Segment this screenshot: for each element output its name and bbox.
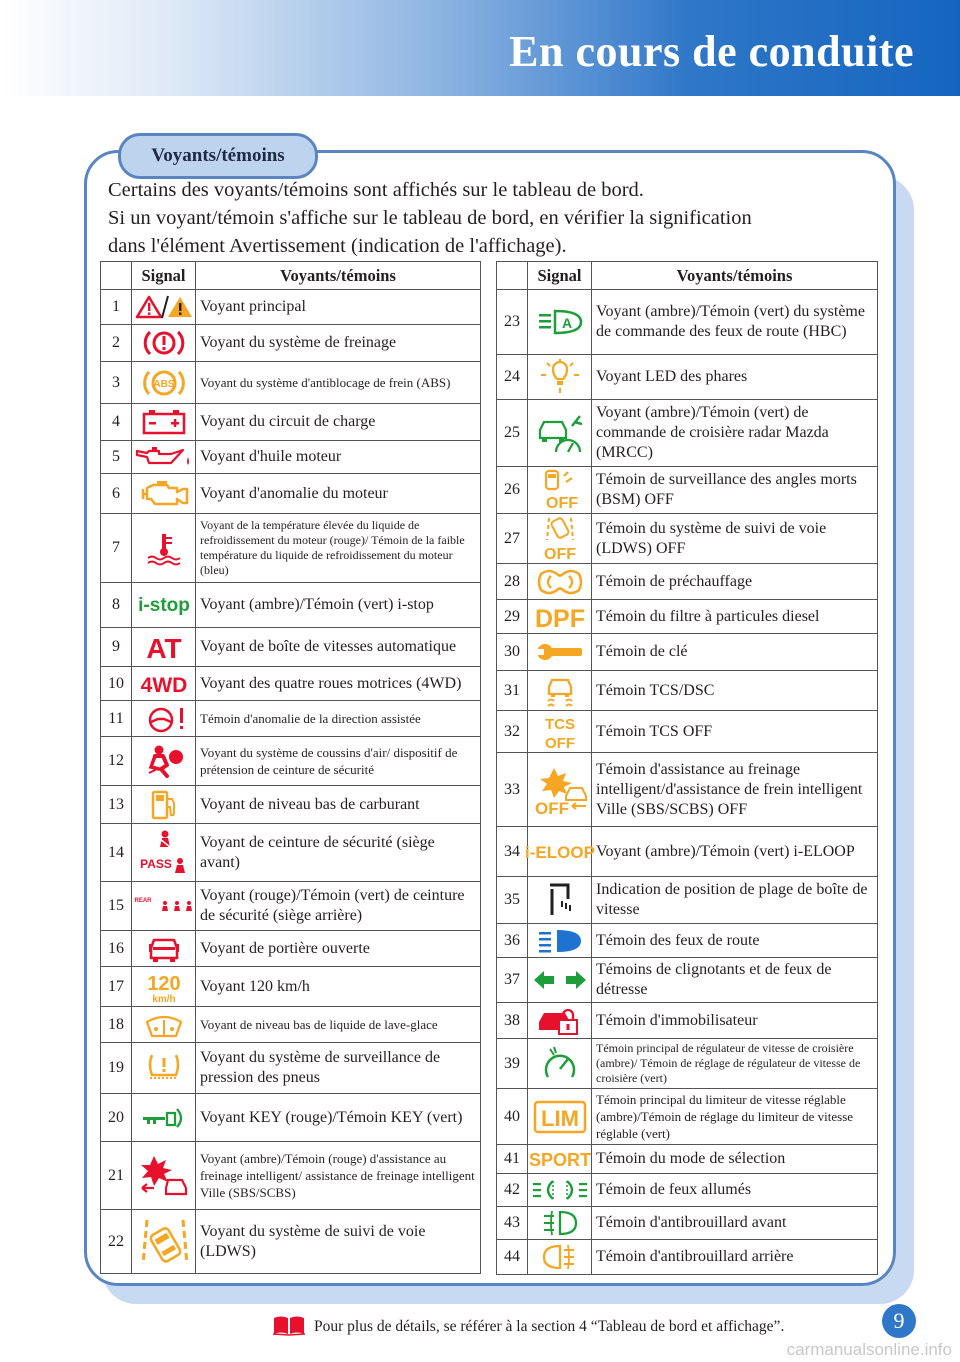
table-row: 35 Indication de position de plage de boîte de vitesse	[497, 877, 878, 924]
footer-text: Pour plus de détails, se référer à la section 4 “Tableau de bord et affichage”.	[314, 1318, 785, 1336]
table-row: 36 Témoin des feux de route	[497, 924, 878, 958]
col-num	[497, 262, 528, 290]
page-number: 9	[882, 1304, 916, 1338]
immobilizer-icon	[528, 1006, 591, 1036]
row-label: Témoin du mode de sélection	[592, 1145, 878, 1174]
row-label: Voyant du système de freinage	[196, 325, 481, 362]
row-label: Voyant (ambre)/Témoin (vert) du système de commande des feux de route (HBC)	[592, 290, 878, 355]
shift-position-icon	[528, 881, 591, 919]
table-row: 25 Voyant (ambre)/Témoin (vert) de commande de croisière radar Mazda (MRCC)	[497, 400, 878, 467]
row-label: Témoin d'antibrouillard avant	[592, 1207, 878, 1240]
table-row: 15 REAR Voyant (rouge)/Témoin (vert) de ceinture de sécurité (siège arrière)	[101, 882, 481, 931]
table-row: 24 Voyant LED des phares	[497, 355, 878, 400]
row-label: Témoin des feux de route	[592, 924, 878, 958]
four-wheel-drive-icon	[132, 672, 195, 696]
smart-brake-warning-icon	[132, 1154, 195, 1198]
row-label: Indication de position de plage de boîte de vitesse	[592, 877, 878, 924]
table-row: 1 Voyant principal	[101, 290, 481, 325]
table-row: 42 Témoin de feux allumés	[497, 1174, 878, 1207]
table-row: 43 Témoin d'antibrouillard avant	[497, 1207, 878, 1240]
svg-text:ABS: ABS	[152, 378, 175, 390]
table-row: 40 LIM Témoin principal du limiteur de vitesse réglable (ambre)/Témoin de réglage du limiteur de vitesse réglable (vert)	[497, 1089, 878, 1145]
intro-line: dans l'élément Avertissement (indication de l'affichage).	[108, 235, 567, 257]
row-label: Voyant du système de surveillance de pression des pneus	[196, 1043, 481, 1094]
row-label: Voyant (ambre)/Témoin (rouge) d'assistance au freinage intelligent/ assistance de freinage intelligent Ville (SBS/SCBS)	[196, 1142, 481, 1210]
signal-table-right	[496, 261, 878, 1275]
col-signal: Signal	[132, 262, 196, 290]
table-row: 31 Témoin TCS/DSC	[497, 671, 878, 711]
row-label: Voyant de niveau bas de liquide de lave-glace	[196, 1007, 481, 1043]
table-row: 20 Voyant KEY (rouge)/Témoin KEY (vert)	[101, 1094, 481, 1142]
svg-text:120: 120	[146, 972, 181, 995]
table-row: 37 Témoins de clignotants et de feux de détresse	[497, 958, 878, 1003]
front-fog-icon	[528, 1209, 591, 1237]
row-label: Voyant LED des phares	[592, 355, 878, 400]
brake-warning-icon	[132, 328, 195, 358]
table-row: 34 i-ELOOP Voyant (ambre)/Témoin (vert) i-ELOOP	[497, 827, 878, 877]
lane-departure-icon	[132, 1216, 195, 1268]
svg-text:TCS: TCS	[544, 715, 575, 733]
svg-text:4WD: 4WD	[140, 673, 187, 697]
row-label: Voyant de la température élevée du liquide de refroidissement du moteur (rouge)/ Témoin de la faible température du liquide de refroidissement du moteur (bleu)	[196, 514, 481, 583]
table-row: 9 AT Voyant de boîte de vitesses automatique	[101, 628, 481, 667]
footer-note	[272, 1314, 784, 1341]
row-label: Témoins de clignotants et de feux de détresse	[592, 958, 878, 1003]
col-signal: Signal	[528, 262, 592, 290]
header-banner	[0, 0, 960, 96]
row-label: Voyant des quatre roues motrices (4WD)	[196, 667, 481, 701]
ldws-off-icon	[528, 516, 591, 562]
dpf-icon	[528, 603, 591, 631]
row-label: Voyant d'anomalie du moteur	[196, 474, 481, 514]
col-label: Voyants/témoins	[196, 262, 481, 290]
svg-text:A: A	[561, 315, 572, 331]
fuel-pump-icon	[132, 789, 195, 821]
intro-line: Certains des voyants/témoins sont affichés sur le tableau de bord.	[108, 179, 644, 201]
table-row: 29 DPF Témoin du filtre à particules diesel	[497, 600, 878, 634]
speed-120-icon	[132, 970, 195, 1004]
coolant-temp-icon	[132, 531, 195, 565]
svg-text:SPORT: SPORT	[528, 1150, 591, 1170]
row-label: Témoin d'antibrouillard arrière	[592, 1240, 878, 1275]
table-row: 32 TCS OFF Témoin TCS OFF	[497, 711, 878, 753]
table-header	[497, 262, 878, 290]
row-label: Témoin de surveillance des angles morts (BSM) OFF	[592, 467, 878, 514]
row-label: Voyant d'huile moteur	[196, 441, 481, 474]
table-row: 22 Voyant du système de suivi de voie (LDWS)	[101, 1210, 481, 1274]
door-open-icon	[132, 934, 195, 964]
radar-cruise-icon	[528, 412, 591, 454]
table-row: 18 Voyant de niveau bas de liquide de lave-glace	[101, 1007, 481, 1043]
table-row: 30 Témoin de clé	[497, 634, 878, 671]
table-row: 5 Voyant d'huile moteur	[101, 441, 481, 474]
svg-text:i-ELOOP: i-ELOOP	[524, 842, 595, 862]
high-beam-icon	[528, 927, 591, 955]
row-label: Témoin principal du limiteur de vitesse réglable (ambre)/Témoin de réglage du limiteur de vitesse réglable (vert)	[592, 1089, 878, 1145]
signal-table-left	[100, 261, 481, 1274]
table-row: 33 OFF Témoin d'assistance au freinage intelligent/d'assistance de frein intelligent Ville (SBS/SCBS) OFF	[497, 753, 878, 827]
svg-text:PASS: PASS	[139, 856, 172, 871]
row-label: Voyant 120 km/h	[196, 967, 481, 1007]
watermark: carmanualsonline.info	[786, 1340, 952, 1359]
table-header	[101, 262, 481, 290]
row-label: Voyant du système de suivi de voie (LDWS)	[196, 1210, 481, 1274]
airbag-icon	[132, 743, 195, 779]
i-eloop-icon	[524, 839, 595, 865]
speed-limiter-icon	[528, 1099, 591, 1135]
table-row: 26 OFF Témoin de surveillance des angles morts (BSM) OFF	[497, 467, 878, 514]
table-row: 23 A Voyant (ambre)/Témoin (vert) du système de commande des feux de route (HBC)	[497, 290, 878, 355]
row-label: Témoin de préchauffage	[592, 564, 878, 600]
table-row: 27 OFF Témoin du système de suivi de voie (LDWS) OFF	[497, 514, 878, 564]
row-label: Voyant du système d'antiblocage de frein (ABS)	[196, 362, 481, 404]
glow-plug-icon	[528, 568, 591, 596]
table-row: 13 Voyant de niveau bas de carburant	[101, 786, 481, 824]
svg-text:DPF: DPF	[534, 604, 585, 633]
row-label: Voyant du circuit de charge	[196, 404, 481, 441]
table-row: 19 Voyant du système de surveillance de pression des pneus	[101, 1043, 481, 1094]
row-label: Voyant (ambre)/Témoin (vert) i-ELOOP	[592, 827, 878, 877]
intro-text	[108, 176, 888, 260]
row-label: Témoin de clé	[592, 634, 878, 671]
row-label: Témoin TCS OFF	[592, 711, 878, 753]
table-row: 8 i-stop Voyant (ambre)/Témoin (vert) i-stop	[101, 583, 481, 628]
svg-text:i-stop: i-stop	[137, 595, 190, 616]
row-label: Témoin d'anomalie de la direction assistée	[196, 701, 481, 737]
row-label: Témoin de feux allumés	[592, 1174, 878, 1207]
battery-charge-icon	[132, 408, 195, 436]
led-headlight-icon	[528, 359, 591, 395]
row-label: Voyant principal	[196, 290, 481, 325]
table-row: 10 4WD Voyant des quatre roues motrices (4WD)	[101, 667, 481, 701]
wrench-icon	[528, 638, 591, 666]
col-label: Voyants/témoins	[592, 262, 878, 290]
table-row: 21 Voyant (ambre)/Témoin (rouge) d'assistance au freinage intelligent/ assistance de freinage intelligent Ville (SBS/SCBS)	[101, 1142, 481, 1210]
high-beam-control-icon	[528, 307, 591, 337]
bsm-off-icon	[528, 468, 591, 512]
table-row: 39 Témoin principal de régulateur de vitesse de croisière (ambre)/ Témoin de réglage de régulateur de vitesse de croisière (vert)	[497, 1039, 878, 1089]
table-row: 2 Voyant du système de freinage	[101, 325, 481, 362]
col-num	[101, 262, 132, 290]
power-steering-icon	[132, 704, 195, 734]
engine-check-icon	[132, 479, 195, 509]
cruise-main-icon	[528, 1045, 591, 1083]
svg-text:OFF: OFF	[544, 734, 575, 752]
sport-mode-icon	[528, 1147, 591, 1171]
tcs-off-icon	[528, 713, 591, 751]
table-row: 4 Voyant du circuit de charge	[101, 404, 481, 441]
abs-warning-icon	[132, 367, 195, 399]
table-row: 12 Voyant du système de coussins d'air/ dispositif de prétension de ceinture de sécurité	[101, 737, 481, 786]
row-label: Voyant de boîte de vitesses automatique	[196, 628, 481, 667]
row-label: Témoin d'immobilisateur	[592, 1003, 878, 1039]
row-label: Témoin d'assistance au freinage intelligent/d'assistance de frein intelligent Ville (SBS/SCBS) OFF	[592, 753, 878, 827]
i-stop-icon	[132, 592, 195, 618]
oil-can-icon	[132, 445, 195, 469]
table-row: 14 PASS Voyant de ceinture de sécurité (siège avant)	[101, 824, 481, 882]
sbs-off-icon	[528, 764, 591, 816]
automatic-transmission-icon	[132, 632, 195, 662]
row-label: Voyant du système de coussins d'air/ dispositif de prétension de ceinture de sécurité	[196, 737, 481, 786]
table-row: 41 SPORT Témoin du mode de sélection	[497, 1145, 878, 1174]
table-row: 44 Témoin d'antibrouillard arrière	[497, 1240, 878, 1275]
master-warning-icon	[132, 294, 195, 320]
lights-on-icon	[528, 1177, 591, 1203]
svg-text:AT: AT	[145, 633, 182, 664]
row-label: Voyant KEY (rouge)/Témoin KEY (vert)	[196, 1094, 481, 1142]
book-icon	[272, 1314, 306, 1341]
table-row: 7 Voyant de la température élevée du liquide de refroidissement du moteur (rouge)/ Témoin de la faible température du liquide de refroidissement du moteur (bleu)	[101, 514, 481, 583]
page-title: En cours de conduite	[509, 27, 914, 76]
row-label: Voyant de portière ouverte	[196, 931, 481, 967]
table-row: 28 Témoin de préchauffage	[497, 564, 878, 600]
row-label: Voyant (ambre)/Témoin (vert) i-stop	[196, 583, 481, 628]
table-row: 3 ABS Voyant du système d'antiblocage de frein (ABS)	[101, 362, 481, 404]
table-row: 38 Témoin d'immobilisateur	[497, 1003, 878, 1039]
key-icon	[132, 1105, 195, 1131]
tcs-dsc-icon	[528, 674, 591, 708]
row-label: Voyant de niveau bas de carburant	[196, 786, 481, 824]
svg-text:OFF: OFF	[534, 798, 569, 818]
table-row: 17 120 km/h Voyant 120 km/h	[101, 967, 481, 1007]
row-label: Voyant de ceinture de sécurité (siège avant)	[196, 824, 481, 882]
svg-text:km/h: km/h	[151, 993, 176, 1005]
svg-text:LIM: LIM	[540, 1105, 579, 1131]
intro-line: Si un voyant/témoin s'affiche sur le tableau de bord, en vérifier la signification	[108, 207, 752, 229]
svg-text:OFF: OFF	[545, 495, 578, 512]
turn-signal-icon	[528, 968, 591, 992]
tire-pressure-icon	[132, 1051, 195, 1085]
row-label: Voyant (ambre)/Témoin (vert) de commande de croisière radar Mazda (MRCC)	[592, 400, 878, 467]
seatbelt-rear-icon	[132, 894, 195, 918]
washer-fluid-icon	[132, 1010, 195, 1040]
table-row: 11 Témoin d'anomalie de la direction assistée	[101, 701, 481, 737]
rear-fog-icon	[528, 1243, 591, 1271]
svg-text:OFF: OFF	[543, 545, 576, 563]
row-label: Témoin principal de régulateur de vitesse de croisière (ambre)/ Témoin de réglage de régulateur de vitesse de croisière (vert)	[592, 1039, 878, 1089]
row-label: Témoin TCS/DSC	[592, 671, 878, 711]
row-label: Témoin du filtre à particules diesel	[592, 600, 878, 634]
row-label: Témoin du système de suivi de voie (LDWS) OFF	[592, 514, 878, 564]
seatbelt-front-icon	[132, 828, 195, 878]
svg-text:REAR: REAR	[133, 898, 152, 904]
row-label: Voyant (rouge)/Témoin (vert) de ceinture de sécurité (siège arrière)	[196, 882, 481, 931]
section-tab: Voyants/témoins	[118, 133, 318, 179]
table-row: 16 Voyant de portière ouverte	[101, 931, 481, 967]
table-row: 6 Voyant d'anomalie du moteur	[101, 474, 481, 514]
